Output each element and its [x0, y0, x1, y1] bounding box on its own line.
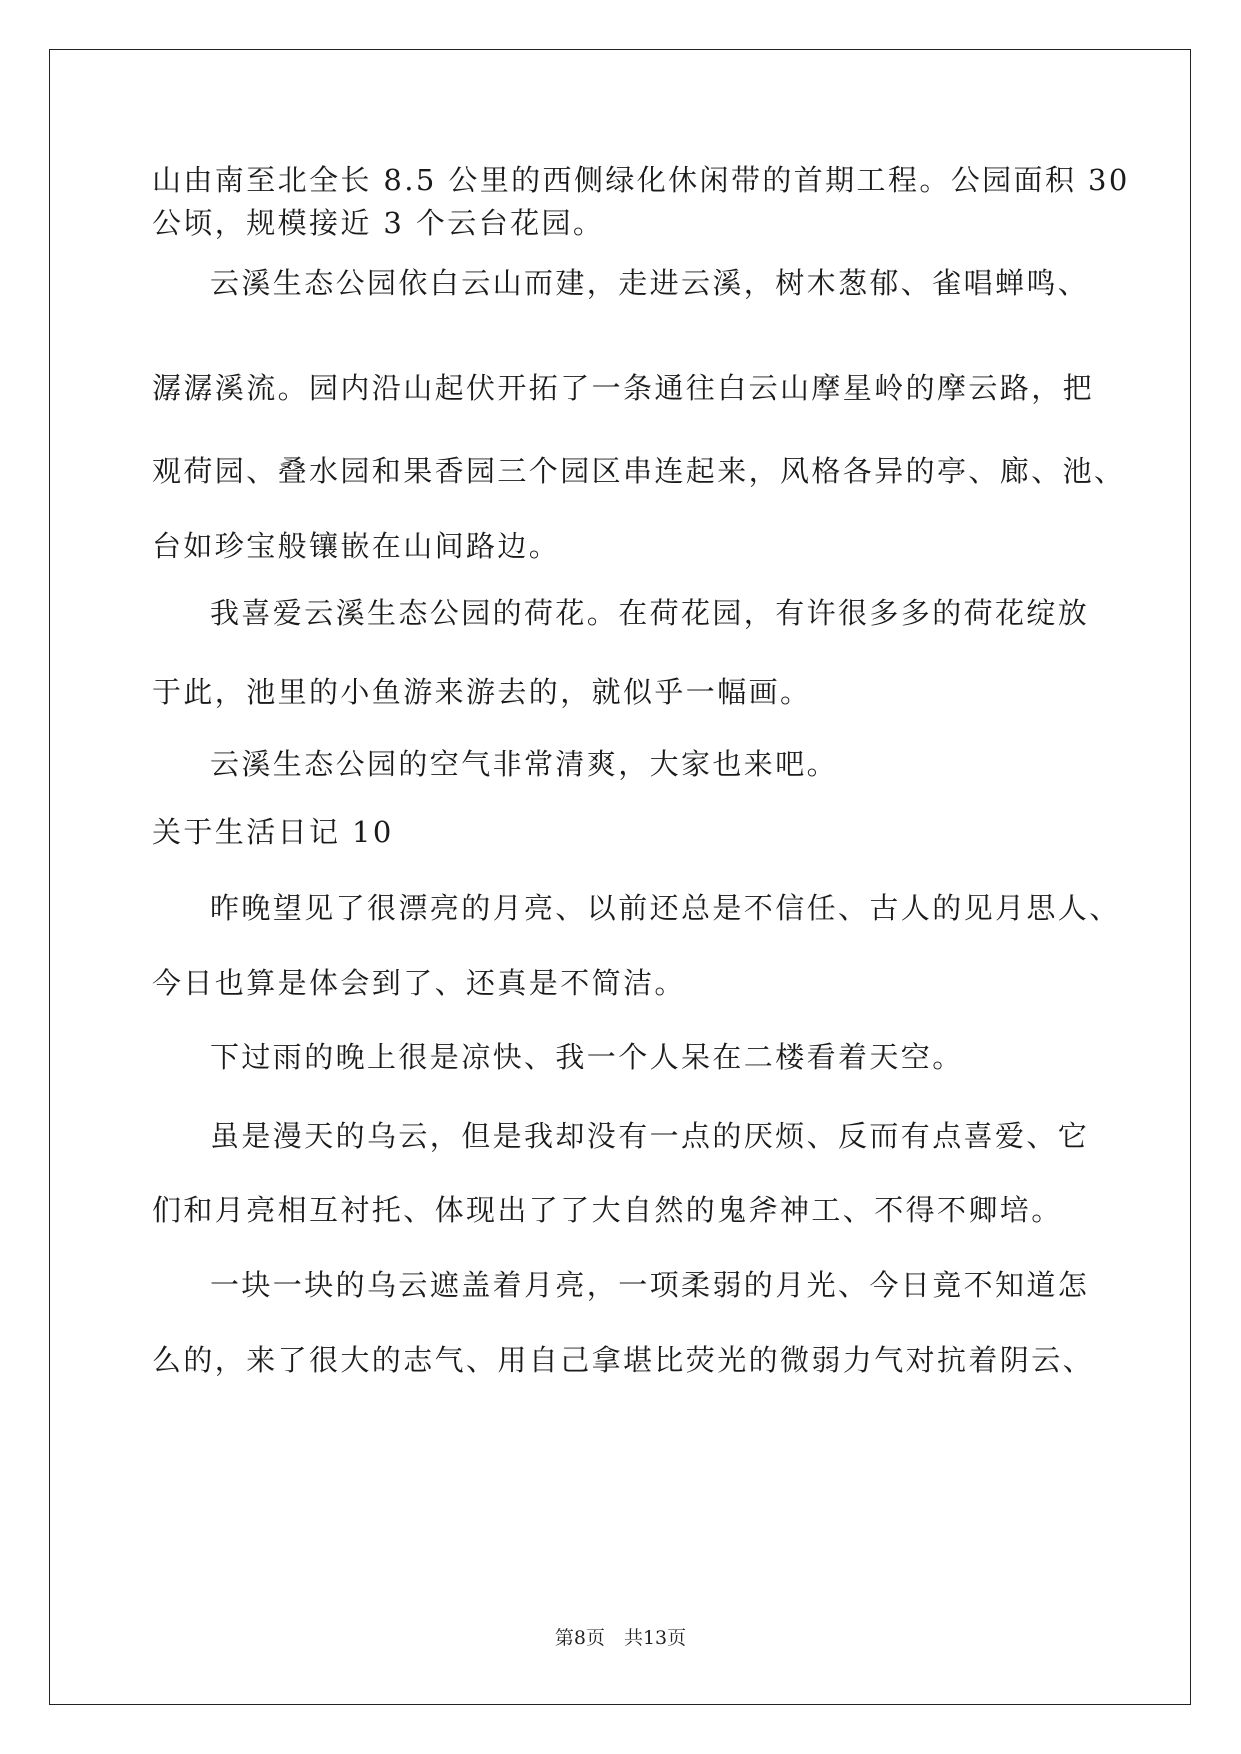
paragraph-first-line: 我喜爱云溪生态公园的荷花。在荷花园，有许很多多的荷花绽放 — [210, 596, 1090, 630]
paragraph-first-line: 昨晚望见了很漂亮的月亮、以前还总是不信任、古人的见月思人、 — [210, 891, 1121, 925]
section-heading: 关于生活日记 10 — [152, 815, 394, 849]
text-line: 潺潺溪流。园内沿山起伏开拓了一条通往白云山摩星岭的摩云路，把 — [152, 371, 1095, 405]
text-line: 们和月亮相互衬托、体现出了了大自然的鬼斧神工、不得不卿培。 — [152, 1193, 1063, 1227]
text-line: 山由南至北全长 8.5 公里的西侧绿化休闲带的首期工程。公园面积 30 — [152, 163, 1130, 197]
text-line: 么的，来了很大的志气、用自己拿堪比荧光的微弱力气对抗着阴云、 — [152, 1343, 1095, 1377]
text-line: 公顷，规模接近 3 个云台花园。 — [152, 206, 605, 240]
text-line: 台如珍宝般镶嵌在山间路边。 — [152, 529, 561, 563]
page-number-footer: 第8页 共13页 — [554, 1627, 687, 1649]
text-line: 今日也算是体会到了、还真是不简洁。 — [152, 966, 686, 1000]
paragraph-first-line: 一块一块的乌云遮盖着月亮，一项柔弱的月光、今日竟不知道怎 — [210, 1268, 1090, 1302]
paragraph-first-line: 云溪生态公园依白云山而建，走进云溪，树木葱郁、雀唱蝉鸣、 — [210, 266, 1090, 300]
text-line: 于此，池里的小鱼游来游去的，就似乎一幅画。 — [152, 675, 812, 709]
text-line: 观荷园、叠水园和果香园三个园区串连起来，风格各异的亭、廊、池、 — [152, 454, 1126, 488]
paragraph-first-line: 下过雨的晚上很是凉快、我一个人呆在二楼看着天空。 — [210, 1040, 964, 1074]
paragraph-first-line: 云溪生态公园的空气非常清爽，大家也来吧。 — [210, 747, 839, 781]
paragraph-first-line: 虽是漫天的乌云，但是我却没有一点的厌烦、反而有点喜爱、它 — [210, 1119, 1090, 1153]
